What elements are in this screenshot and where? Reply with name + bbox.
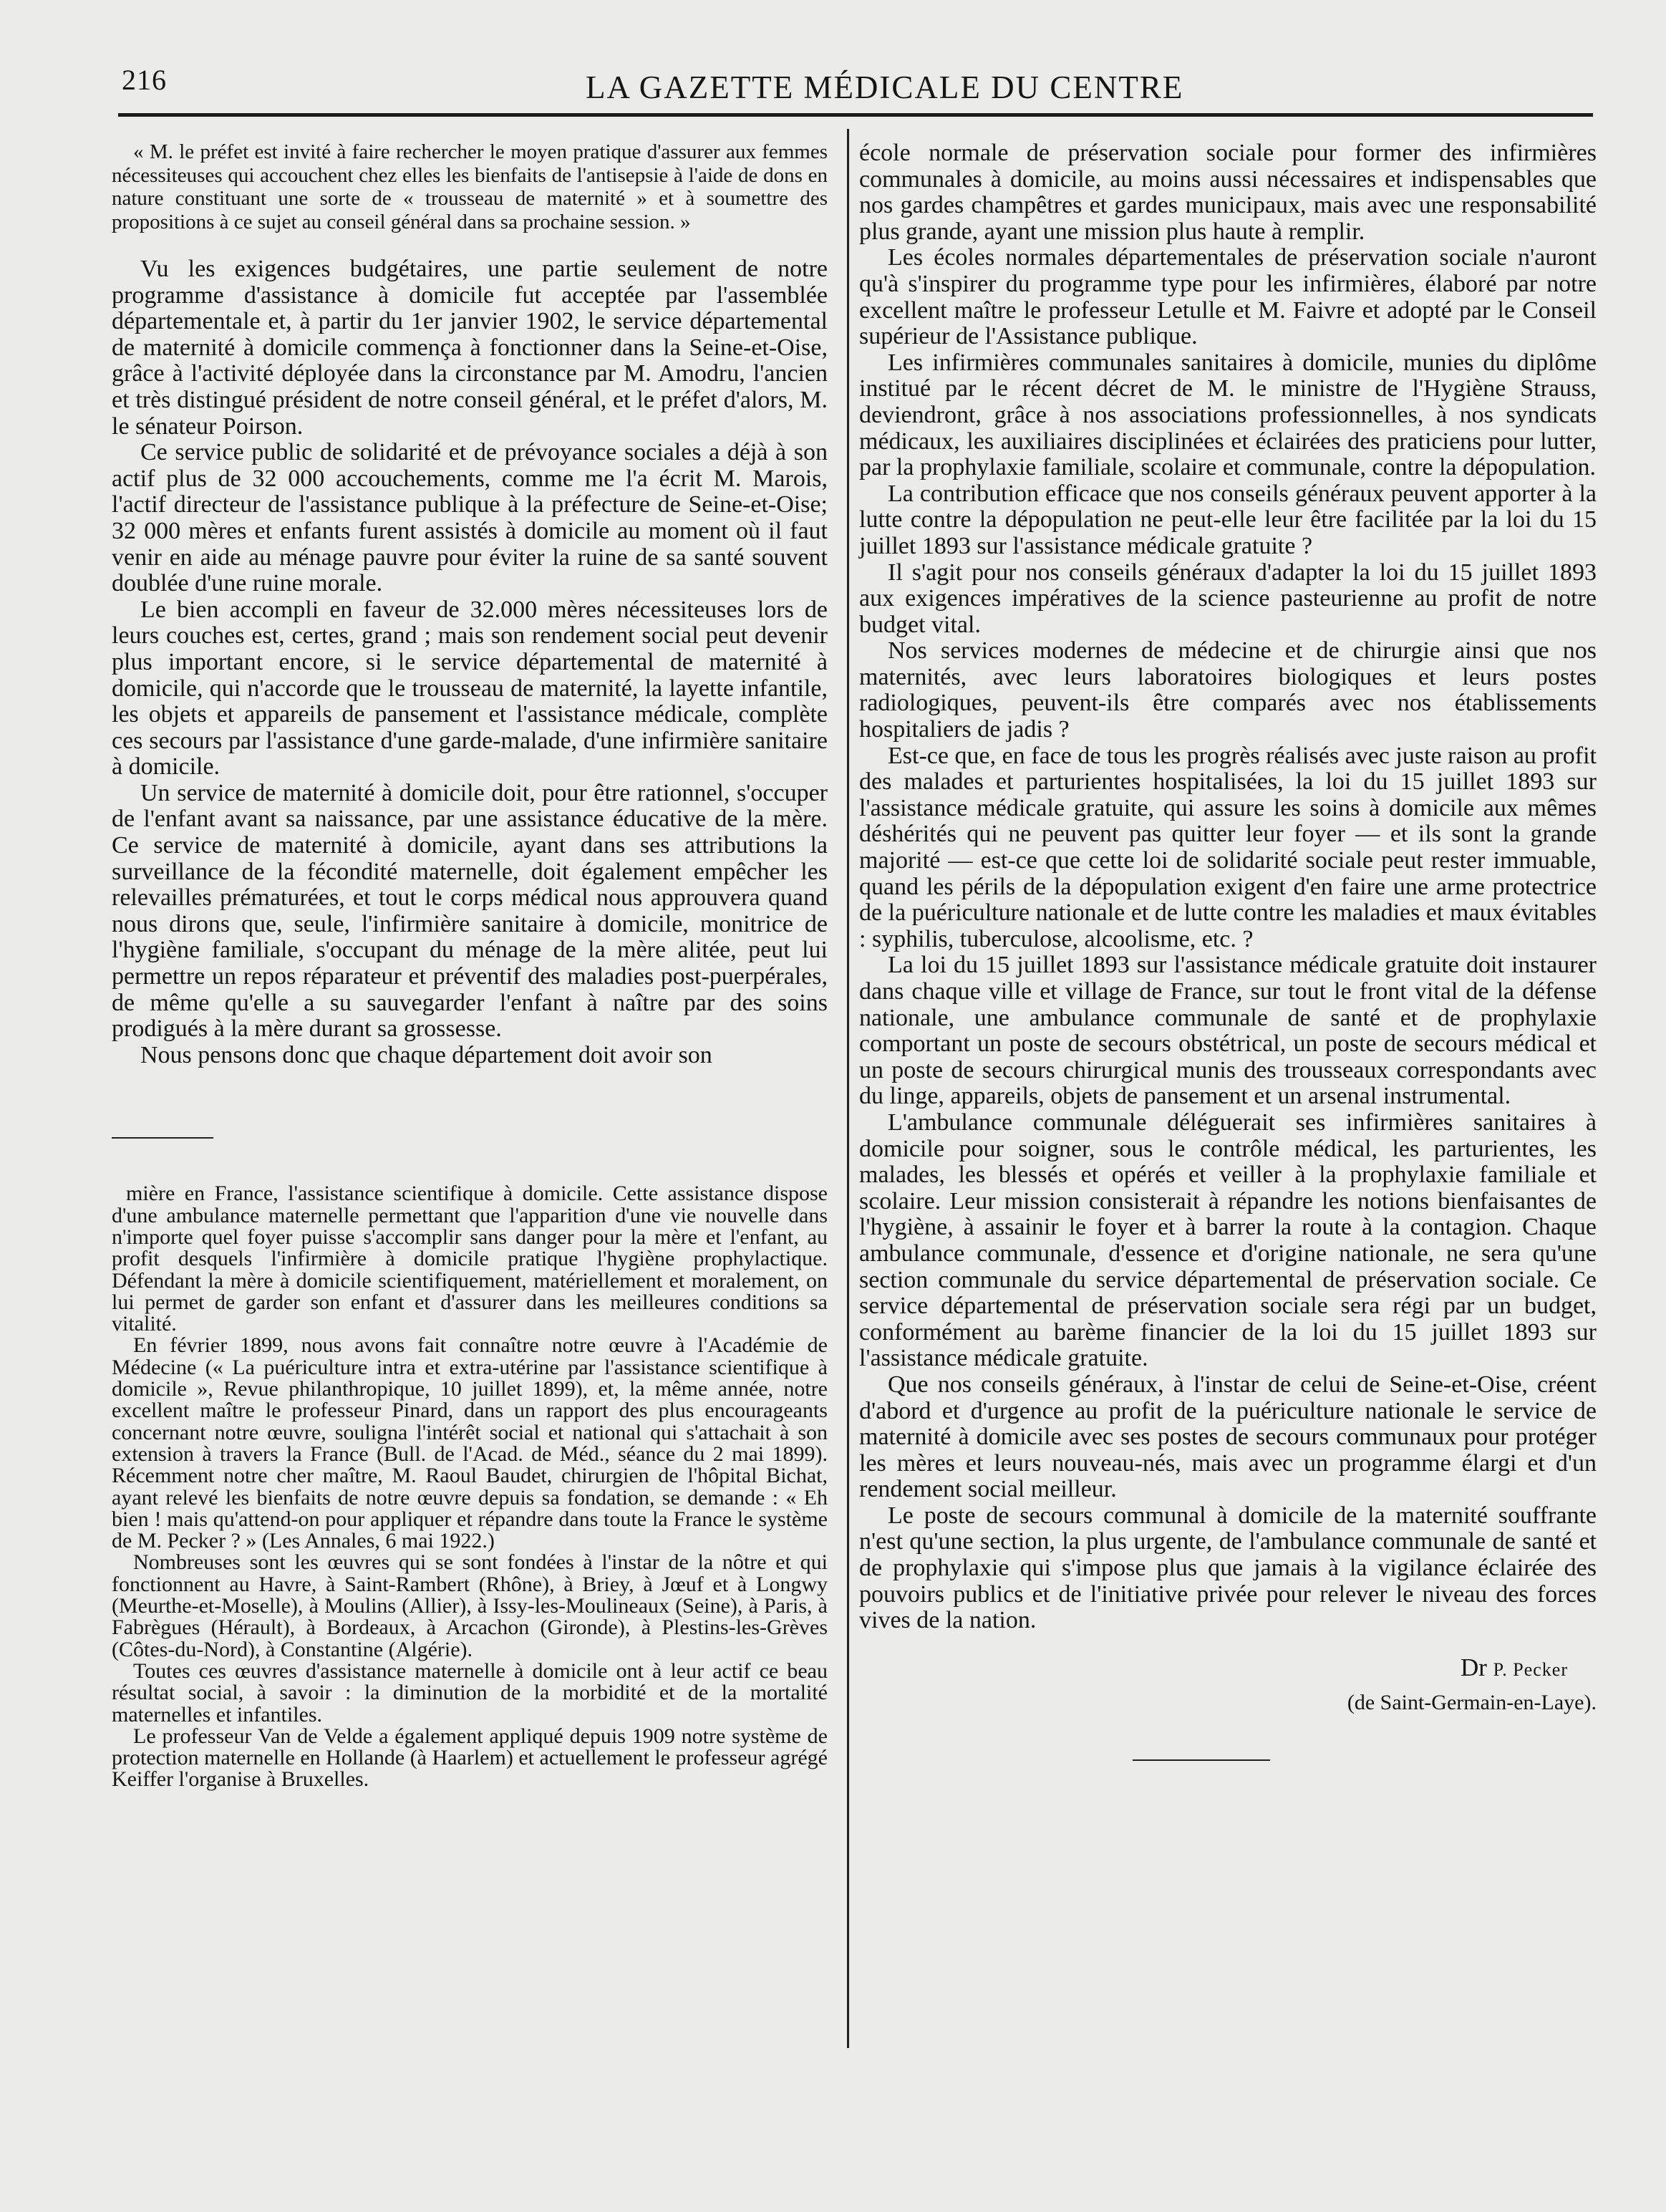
left-paragraph: Un service de maternité à domicile doit, pour être rationnel, s'occuper de l'enfant avant sa naissance, par une assistance éducative de la mère. Ce service de maternité à domicile, ayant dans ses attributions la surveillance de la fécondité maternelle, doit également empêcher les relevailles prématurées, et tout le corps médical nous approuvera quand nous dirons que, seule, l'infirmière sanitaire à domicile, monitrice de l'hygiène familiale, s'occupant du ménage de la mère alitée, peut lui permettre un repos réparateur et préventif des maladies post-puerpérales, de même qu'elle a su sauvegarder l'enfant à naître par des soins prodigués à la mère durant sa grossesse. xyxy=(112,779,828,1043)
page-number: 216 xyxy=(122,64,167,96)
right-paragraph: école normale de préservation sociale pour former des infirmières communales à domicile, au moins aussi nécessaires et indispensables que nos gardes champêtres et gardes municipaux, mais avec une responsabilité plus grande, ayant une mission plus haute à remplir. xyxy=(859,140,1597,245)
right-paragraph: Les écoles normales départementales de préservation sociale n'auront qu'à s'inspirer du programme type pour les infirmières, élaboré par notre excellent maître le professeur Letulle et M. Faivre et adopté par le Conseil supérieur de l'Assistance publique. xyxy=(859,244,1597,350)
signature-block xyxy=(859,1650,1597,1718)
quoted-resolution: « M. le préfet est invité à faire rechercher le moyen pratique d'assurer aux femmes nécessiteuses qui accouchent chez elles les bienfaits de l'antisepsie à l'aide de dons en nature constituant une sorte de « trousseau de maternité » et à soumettre des propositions à ce sujet au conseil général dans sa prochaine session. » xyxy=(112,140,828,233)
left-paragraph: Vu les exigences budgétaires, une partie seulement de notre programme d'assistance à domicile fut acceptée par l'assemblée départementale et, à partir du 1er janvier 1902, le service départemental de maternité à domicile commença à fonctionner dans la Seine-et-Oise, grâce à l'activité déployée dans la circonstance par M. Amodru, l'ancien et très distingué président de notre conseil général, et le préfet d'alors, M. le sénateur Poirson. xyxy=(112,256,828,440)
left-paragraph: Ce service public de solidarité et de prévoyance sociales a déjà à son actif plus de 32 000 accouchements, comme me l'a écrit M. Marois, l'actif directeur de l'assistance publique à la préfecture de Seine-et-Oise; 32 000 mères et enfants furent assistés à domicile au moment où il faut venir en aide au ménage pauvre pour éviter la ruine de sa santé souvent doublée d'une ruine morale. xyxy=(112,439,828,597)
right-paragraph: Est-ce que, en face de tous les progrès réalisés avec juste raison au profit des malades et parturientes hospitalisées, la loi du 15 juillet 1893 sur l'assistance médicale gratuite, qui assure les soins à domicile aux mêmes déshérités qui ne peuvent pas quitter leur foyer — et ils sont la grande majorité — est-ce que cette loi de solidarité sociale peut rester immuable, quand les périls de la dépopulation exigent d'en faire une arme protectrice de la puériculture nationale et de lutte contre les maladies et maux évitables : syphilis, tuberculose, alcoolisme, etc. ? xyxy=(859,742,1597,952)
header-rule xyxy=(118,113,1593,117)
author-name: P. Pecker xyxy=(1493,1658,1568,1680)
footnote-paragraph: Le professeur Van de Velde a également appliqué depuis 1909 notre système de protection maternelle en Hollande (à Haarlem) et actuellement le professeur agrégé Keiffer l'organise à Bruxelles. xyxy=(112,1724,828,1792)
end-rule xyxy=(1133,1759,1270,1761)
footnote-paragraph: Nombreuses sont les œuvres qui se sont fondées à l'instar de la nôtre et qui fonctionnent au Havre, à Saint-Rambert (Rhône), à Briey, à Jœuf et à Longwy (Meurthe-et-Moselle), à Moulins (Allier), à Issy-les-Moulineaux (Seine), à Paris, à Fabrègues (Hérault), à Bordeaux, à Arcachon (Gironde), à Plestins-les-Grèves (Côtes-du-Nord), à Constantine (Algérie). xyxy=(112,1550,828,1661)
left-paragraph: Le bien accompli en faveur de 32.000 mères nécessiteuses lors de leurs couches est, certes, grand ; mais son rendement social peut devenir plus important encore, si le service départemental de maternité à domicile, qui n'accorde que le trousseau de maternité, la layette infantile, les objets et appareils de pansement et l'assistance médicale, complète ces secours par l'assistance d'une garde-malade, d'une infirmière sanitaire à domicile. xyxy=(112,596,828,781)
right-paragraph: La loi du 15 juillet 1893 sur l'assistance médicale gratuite doit instaurer dans chaque ville et village de France, sur tout le front vital de la défense nationale, une ambulance communale de santé et de prophylaxie comportant un poste de secours obstétrical, un poste de secours médical et un poste de secours chirurgical munis des trousseaux correspondants avec du linge, appareils, objets de pansement et un arsenal instrumental. xyxy=(859,952,1597,1110)
footnote-paragraph: mière en France, l'assistance scientifique à domicile. Cette assistance dispose d'une ambulance maternelle permettant que l'apparition d'une vie nouvelle dans n'importe quel foyer puisse s'accomplir sans danger pour la mère et l'enfant, au profit desquels l'infirmière à domicile pratique l'hygiène prophylactique. Défendant la mère à domicile scientifiquement, matériellement et moralement, on lui permet de garder son enfant et d'assurer dans les meilleures conditions sa vitalité. xyxy=(112,1182,828,1336)
author-signature xyxy=(859,1650,1597,1688)
author-affiliation: (de Saint-Germain-en-Laye). xyxy=(1347,1690,1597,1714)
right-paragraph: La contribution efficace que nos conseils généraux peuvent apporter à la lutte contre la dépopulation ne peut-elle leur être facilitée par la loi du 15 juillet 1893 sur l'assistance médicale gratuite ? xyxy=(859,480,1597,559)
footnote-paragraph: En février 1899, nous avons fait connaître notre œuvre à l'Académie de Médecine (« La puériculture intra et extra-utérine par l'assistance scientifique à domicile », Revue philanthropique, 10 juillet 1899), et, la même année, notre excellent maître le professeur Pinard, dans un rapport des plus encourageants concernant notre œuvre, souligna l'intérêt social et national qui s'attachait à son extension à travers la France (Bull. de l'Acad. de Méd., séance du 2 mai 1899). Récemment notre cher maître, M. Raoul Baudet, chirurgien de l'hôpital Bichat, ayant relevé les bienfaits de notre œuvre depuis sa fondation, se demande : « Eh bien ! mais qu'attend-on pour appliquer et répandre dans toute la France le système de M. Pecker ? » (Les Annales, 6 mai 1922.) xyxy=(112,1333,828,1553)
right-column xyxy=(859,140,1597,1761)
journal-title: LA GAZETTE MÉDICALE DU CENTRE xyxy=(586,69,1184,105)
right-paragraph: Les infirmières communales sanitaires à domicile, munies du diplôme institué par le récent décret de M. le ministre de l'Hygiène Strauss, deviendront, grâce à nos associations professionnelles, à nos syndicats médicaux, les auxiliaires disciplinées et éclairées des praticiens pour lutter, par la prophylaxie familiale, scolaire et communale, contre la dépopulation. xyxy=(859,349,1597,481)
column-divider xyxy=(847,129,849,2048)
right-paragraph: L'ambulance communale déléguerait ses infirmières sanitaires à domicile pour soigner, sous le contrôle médical, les parturientes, les malades, les blessés et opérés et veiller à la prophylaxie familiale et scolaire. Leur mission consisterait à répandre les notions bienfaisantes de l'hygiène, à assainir le foyer et à barrer la route à la contagion. Chaque ambulance communale, d'essence et d'origine nationale, ne sera qu'une section communale du service départemental de préservation sociale. Ce service départemental de préservation sociale sera régi par un budget, conformément au barème financier de la loi du 15 juillet 1893 sur l'assistance médicale gratuite. xyxy=(859,1109,1597,1372)
author-title: Dr xyxy=(1460,1653,1487,1681)
right-paragraph: Nos services modernes de médecine et de chirurgie ainsi que nos maternités, avec leurs laboratoires biologiques et leurs postes radiologiques, peuvent-ils être comparés avec nos établissements hospitaliers de jadis ? xyxy=(859,637,1597,743)
left-paragraph: Nous pensons donc que chaque département doit avoir son xyxy=(140,1041,712,1068)
left-column xyxy=(112,140,828,1791)
right-paragraph: Le poste de secours communal à domicile de la maternité souffrante n'est qu'une section, la plus urgente, de l'ambulance communale de santé et de prophylaxie qui s'impose plus que jamais à la vigilance éclairée des pouvoirs publics et de l'initiative privée pour relever le niveau des forces vives de la nation. xyxy=(859,1502,1597,1634)
right-paragraph: Que nos conseils généraux, à l'instar de celui de Seine-et-Oise, créent d'abord et d'urgence au profit de la puériculture nationale le service de maternité à domicile avec ses postes de secours communaux pour protéger les mères et leurs nouveau-nés, mais avec un programme élargi et d'un rendement social meilleur. xyxy=(859,1371,1597,1503)
footnote-rule xyxy=(112,1137,213,1139)
footnote-paragraph: Toutes ces œuvres d'assistance maternelle à domicile ont à leur actif ce beau résultat social, à savoir : la diminution de la morbidité et de la mortalité maternelles et infantiles. xyxy=(112,1658,828,1726)
right-paragraph: Il s'agit pour nos conseils généraux d'adapter la loi du 15 juillet 1893 aux exigences impératives de la science pasteurienne au profit de notre budget vital. xyxy=(859,559,1597,638)
